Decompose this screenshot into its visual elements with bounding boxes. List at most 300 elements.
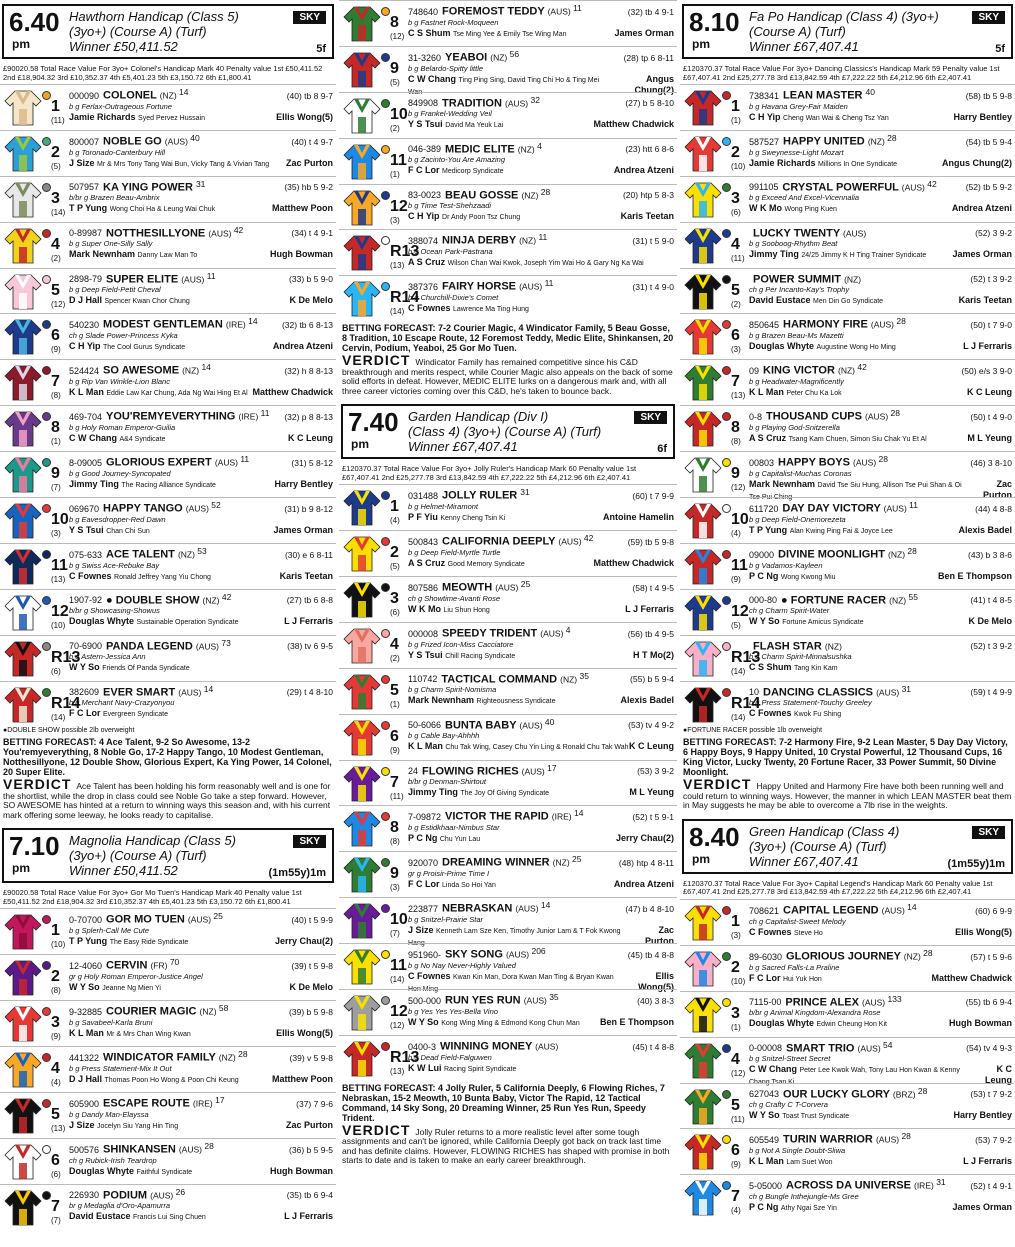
runner-name-wrap (749, 87, 875, 102)
horse-name[interactable]: FLOWING RICHES (422, 765, 522, 778)
pedigree: b g Helmet-Miramont (408, 501, 479, 511)
days-since-run: 14 (201, 362, 211, 373)
horse-name[interactable]: HAPPY TANGO (103, 502, 186, 515)
form-figures: 31-3260 (408, 52, 442, 63)
runner-line-3 (408, 741, 674, 753)
owner-name: Tsang Kam Chuen, Simon Siu Chak Yu Et Al (788, 435, 927, 443)
form-figures: 849908 (408, 98, 439, 109)
rating-age-weight: (47) b 4 8-10 (625, 903, 674, 914)
runner-line-3 (749, 433, 1012, 445)
owner-name: Ronald Jeffrey Yang Yiu Chong (114, 573, 211, 581)
jockey-silks-icon (683, 362, 723, 402)
horse-origin: (AUS) (843, 228, 867, 239)
draw: (10) (731, 976, 746, 986)
runner-line-3 (69, 1166, 333, 1178)
runner-name-wrap (408, 763, 557, 778)
days-since-run: 35 (579, 670, 589, 681)
runner-name-wrap (749, 546, 917, 561)
trainer-name: Zac Purton (285, 157, 333, 168)
horse-origin: (AUS) (883, 503, 910, 514)
jockey-name: P C Ng (408, 833, 440, 844)
runner-row (0, 589, 336, 635)
horse-name[interactable]: HAPPY UNITED (783, 135, 868, 148)
pedigree: ch g Showtime-Avanti Rose (408, 593, 500, 603)
runner-line-1 (749, 225, 1012, 240)
runner-name-wrap (749, 1086, 927, 1101)
runner-details (749, 546, 1012, 587)
horse-origin: (IRE) (238, 411, 261, 422)
horse-name[interactable]: ACROSS DA UNIVERSE (786, 1179, 914, 1192)
runner-details (69, 638, 333, 679)
runner-row (680, 1174, 1015, 1220)
tv-channel-badge: SKY (293, 11, 326, 24)
draw: (11) (731, 1114, 745, 1124)
runner-line-3 (749, 1202, 1012, 1214)
runner-row (680, 405, 1015, 451)
jockey-silks-icon (3, 546, 43, 586)
jockey-owner (408, 119, 503, 131)
runner-line-3 (408, 604, 674, 616)
saddle-number: 4 (51, 235, 60, 253)
verdict (339, 352, 677, 400)
runner-name-wrap (69, 316, 258, 331)
runners-list (0, 908, 336, 1229)
owner-name: Liu Shun Hong (443, 606, 490, 614)
jockey-name: Jimmy Ting (749, 249, 802, 260)
horse-name[interactable]: GOR MO TUEN (106, 914, 188, 927)
runner-name-wrap (408, 141, 542, 156)
jockey-silks-icon (342, 808, 382, 848)
horse-name[interactable]: SHINKANSEN (103, 1143, 179, 1156)
runner-name-wrap (69, 225, 243, 240)
runner-line-3 (749, 571, 1012, 583)
cap-colour-icon (722, 183, 731, 192)
horse-origin: (AUS) (181, 274, 207, 285)
days-since-run: 28 (204, 1140, 214, 1151)
runner-name-wrap (408, 808, 583, 823)
horse-name[interactable]: MODEST GENTLEMAN (103, 319, 226, 332)
runner-line-3 (408, 1017, 674, 1029)
rating-age-weight: (48) htp 4 8-11 (618, 858, 674, 869)
cap-colour-icon (722, 1090, 731, 1099)
runners-list (680, 84, 1015, 726)
runner-line-3 (69, 982, 333, 994)
jockey-name: J Size (69, 1119, 98, 1130)
draw: (4) (51, 1078, 61, 1088)
horse-name[interactable]: HARMONY FIRE (783, 319, 871, 332)
rating-age-weight: (52) t 5 9-1 (632, 812, 674, 823)
pedigree: br g Medaglia d'Oro-Apamurra (69, 1201, 171, 1211)
jockey-name: D J Hall (69, 1073, 105, 1084)
saddle-number: 3 (390, 590, 399, 608)
horse-origin: (AUS) (519, 282, 545, 292)
horse-name[interactable]: SKY SONG (445, 948, 506, 961)
jockey-silks-icon (3, 316, 43, 356)
runner-row (680, 635, 1015, 681)
horse-name[interactable]: SO AWESOME (103, 365, 183, 377)
form-figures: 748640 (408, 6, 439, 17)
trainer-name: Jerry Chau(2) (615, 833, 674, 844)
horse-name[interactable]: NINJA DERBY (442, 235, 520, 248)
runner-name-wrap (749, 1040, 893, 1055)
days-since-run: 14 (574, 808, 584, 819)
horse-origin: (NZ) (521, 190, 541, 201)
runner-row (0, 908, 336, 954)
runner-name-wrap (749, 362, 867, 377)
rating-age-weight: (46) 3 8-10 (970, 457, 1012, 468)
runner-line-1 (408, 671, 674, 686)
draw: (14) (390, 975, 405, 985)
horse-name[interactable]: FOREMOST TEDDY (442, 5, 548, 18)
jockey-silks-icon (3, 87, 43, 127)
jockey-silks-icon (683, 948, 723, 988)
days-since-run: 28 (238, 1049, 248, 1060)
pedigree: b g Dandy Man-Elayssa (69, 1109, 149, 1119)
rating-age-weight: (43) b 3 8-6 (968, 549, 1012, 560)
owner-name: The Joy Of Giving Syndicate (460, 790, 550, 798)
runner-details (408, 487, 674, 528)
days-since-run: 32 (530, 94, 540, 105)
horse-origin: (AUS) (178, 1144, 205, 1155)
jockey-name: C H Yip (69, 341, 104, 352)
horse-name[interactable]: CRYSTAL POWERFUL (782, 181, 902, 194)
horse-name[interactable]: KA YING POWER (103, 181, 196, 194)
pedigree: gr g Holy Roman Emperor-Justice Angel (69, 972, 203, 982)
jockey-name: D J Hall (69, 295, 105, 306)
horse-name[interactable]: YOU'REMYEVERYTHING (106, 410, 239, 423)
pedigree: b g Sweynesse-Light Mozart (749, 147, 844, 157)
horse-name[interactable]: FAIRY HORSE (442, 281, 520, 293)
runner-name-wrap (69, 911, 223, 926)
jockey-silks-icon (683, 592, 723, 632)
cap-colour-icon (381, 583, 390, 592)
horse-name[interactable]: SPEEDY TRIDENT (442, 627, 541, 640)
form-figures: 920070 (408, 858, 439, 869)
horse-name[interactable]: CALIFORNIA DEEPLY (442, 535, 559, 548)
draw: (13) (731, 391, 746, 401)
runner-line-3 (749, 616, 1012, 628)
jockey-silks-icon (683, 316, 723, 356)
form-figures: 046-389 (408, 144, 442, 155)
runner-line-3 (749, 708, 1012, 720)
pedigree: b g Press Statement-Mix It Out (69, 1063, 172, 1073)
race-distance: 6f (657, 443, 667, 456)
horse-name[interactable]: DANCING CLASSICS (763, 686, 877, 699)
runner-row (0, 268, 336, 314)
form-figures: 524424 (69, 366, 100, 376)
pedigree: b g Deep Field-Onemorezeta (749, 514, 846, 524)
runner-line-3 (408, 512, 674, 524)
horse-name[interactable]: POWER SUMMIT (753, 273, 845, 286)
runner-row (0, 1046, 336, 1092)
runner-name-wrap (408, 3, 582, 18)
horse-name[interactable]: BUNTA BABY (445, 719, 520, 732)
draw: (3) (731, 930, 741, 940)
saddle-number: R13 (731, 648, 761, 666)
pedigree: b g Yes Yes Yes-Bella Vino (408, 1006, 498, 1016)
horse-name[interactable]: SMART TRIO (786, 1042, 858, 1055)
pedigree: b g Frankel-Wedding Veil (408, 109, 492, 119)
verdict (339, 1121, 677, 1170)
runner-name-wrap (408, 946, 546, 961)
trainer-name: Ellis Wong(5) (276, 111, 333, 122)
runner-line-1 (69, 1095, 333, 1110)
runner-row (0, 543, 336, 589)
horse-name[interactable]: COURIER MAGIC (106, 1005, 200, 1018)
runner-details (69, 684, 333, 725)
horse-name[interactable]: CAPITAL LEGEND (783, 904, 882, 917)
runner-row (680, 84, 1015, 130)
horse-name[interactable]: DOUBLE SHOW (115, 594, 203, 607)
runner-line-1 (69, 408, 333, 423)
horse-name[interactable]: DIVINE MOONLIGHT (778, 548, 889, 561)
runner-row (0, 222, 336, 268)
horse-name[interactable]: THOUSAND CUPS (766, 410, 866, 423)
jockey-silks-icon (342, 95, 382, 135)
horse-name[interactable]: CERVIN (106, 960, 151, 973)
horse-origin: (AUS) (857, 1043, 884, 1054)
horse-name[interactable]: PRINCE ALEX (785, 996, 862, 1009)
runner-details (408, 533, 674, 574)
cap-colour-icon (722, 229, 731, 238)
cap-colour-icon (381, 629, 390, 638)
betting-forecast: BETTING FORECAST: 4 Ace Talent, 9-2 So Awesome, 13-2 You'remyeverything, 8 Noble Go, 17-2 Happy Tango, 10 Modest Gentleman, Notthesillyone, 12 Double Show, Glorious Expert, Ka Ying Power, 14 Colonel, 20 Super Elite. (3, 737, 332, 778)
runner-details (749, 454, 1012, 501)
runner-row (680, 991, 1015, 1037)
jockey-silks-icon (3, 1095, 43, 1135)
jockey-name: J Size (69, 157, 98, 168)
rating-age-weight: (20) htp 5 8-3 (622, 190, 674, 201)
horse-name[interactable]: ESCAPE ROUTE (103, 1097, 193, 1110)
runner-line-1 (69, 1187, 333, 1202)
draw: (7) (51, 1215, 61, 1225)
jockey-name: Mark Newnham (408, 695, 477, 706)
jockey-owner (749, 112, 889, 124)
horse-name[interactable]: TRADITION (442, 97, 505, 110)
saddle-number: 4 (51, 1060, 60, 1078)
cap-colour-icon (381, 53, 390, 62)
horse-name[interactable]: TURIN WARRIOR (783, 1134, 876, 1147)
horse-name[interactable]: WINDICATOR FAMILY (103, 1051, 219, 1064)
cap-colour-icon (42, 504, 51, 513)
saddle-number: 11 (51, 556, 68, 574)
runner-details (749, 948, 1012, 989)
rating-age-weight: (41) t 4 8-5 (970, 595, 1012, 606)
trainer-name: Jerry Chau(2) (274, 936, 333, 947)
form-figures: 24 (408, 766, 419, 777)
horse-name[interactable]: PODIUM (103, 1189, 151, 1202)
horse-name[interactable]: WINNING MONEY (440, 1040, 536, 1053)
owner-name: Edwin Cheung Hon Kit (816, 1021, 887, 1029)
form-figures: 8-09005 (69, 457, 103, 468)
runner-line-3 (749, 1110, 1012, 1122)
pedigree: b g Not A Single Doubt-Sliwa (749, 1146, 846, 1156)
horse-origin: (IRE) (551, 812, 574, 823)
owner-name: Mr & Mrs Tony Tang Wai Bun, Vicky Tang & Vivian Tang (97, 160, 270, 168)
runner-line-1 (408, 808, 674, 823)
horse-origin: (AUS) (558, 536, 584, 547)
form-figures: 500-000 (408, 995, 442, 1006)
cap-colour-icon (381, 721, 390, 730)
pedigree: b/br g Brazen Beau-Ambrix (69, 193, 160, 203)
days-since-run: 11 (260, 408, 270, 419)
cap-colour-icon (722, 550, 731, 559)
form-figures: 850645 (749, 320, 780, 331)
horse-origin: (AUS) (178, 687, 204, 698)
trainer-name: K C Leung (288, 432, 333, 443)
jockey-owner (408, 833, 480, 845)
runner-row (0, 1184, 336, 1230)
race-time-suffix: pm (692, 37, 710, 51)
runner-details (408, 232, 674, 273)
horse-name[interactable]: MEDIC ELITE (445, 143, 518, 156)
horse-name[interactable]: FLASH STAR (753, 640, 825, 653)
horse-name[interactable]: COLONEL (103, 89, 160, 102)
runner-line-3 (749, 662, 1012, 674)
horse-name[interactable]: MEOWTH (442, 581, 496, 594)
horse-name[interactable]: JOLLY RULER (442, 489, 521, 502)
runner-line-3 (749, 525, 1012, 537)
runner-name-wrap (69, 957, 179, 972)
jockey-silks-icon (342, 232, 382, 272)
horse-name[interactable]: NOTTHESILLYONE (106, 227, 209, 240)
trainer-name: K C Leung (985, 1064, 1012, 1086)
runner-row (339, 484, 677, 530)
jockey-silks-icon (342, 946, 382, 986)
horse-name[interactable]: YEABOI (445, 51, 491, 64)
horse-name[interactable]: OUR LUCKY GLORY (783, 1088, 893, 1101)
rating-age-weight: (59) t 4 9-9 (970, 687, 1012, 698)
horse-name[interactable]: GLORIOUS JOURNEY (786, 950, 904, 963)
cap-colour-icon (42, 1099, 51, 1108)
race-header (2, 4, 334, 59)
pedigree: b g Snitzel-Street Secret (749, 1054, 831, 1064)
horse-origin: (AUS) (547, 6, 574, 17)
horse-name[interactable]: FORTUNE RACER (790, 594, 890, 607)
saddle-number: 6 (51, 327, 60, 345)
column-2 (339, 0, 677, 1170)
saddle-number: 12 (390, 197, 408, 215)
jockey-name: P F Yiu (408, 511, 441, 522)
jockey-name: T P Yung (749, 524, 790, 535)
cap-colour-icon (722, 1044, 731, 1053)
race-time: 6.40 (9, 7, 60, 37)
horse-name[interactable]: GLORIOUS EXPERT (106, 456, 215, 469)
form-figures: 800007 (69, 136, 100, 147)
form-figures: 7115-00 (749, 997, 782, 1008)
race-time-suffix: pm (351, 437, 369, 452)
runner-row (0, 681, 336, 727)
horse-name[interactable]: BEAU GOSSE (445, 189, 522, 202)
jockey-owner (749, 927, 823, 939)
horse-origin: (AUS) (505, 98, 531, 109)
rating-age-weight: (50) t 7 9-0 (970, 320, 1012, 331)
runner-line-1 (408, 487, 674, 502)
verdict-label: VERDICT (3, 776, 77, 793)
runner-details (69, 179, 333, 220)
owner-name: Chu Tak Wing, Casey Chu Yin Ling & Ronald Chu Tak Wah (445, 744, 629, 752)
horse-origin: (NZ) (490, 52, 510, 63)
rating-age-weight: (32) h 8 8-13 (284, 366, 333, 376)
horse-name[interactable]: DAY DAY VICTORY (782, 502, 884, 515)
saddle-number: 10 (390, 911, 408, 929)
saddle-number: 11 (390, 151, 407, 169)
runner-line-1 (69, 87, 333, 102)
pedigree: b g Press Statement-Touchy Greeley (749, 698, 872, 708)
jockey-silks-icon (3, 684, 43, 724)
days-since-run: 35 (549, 992, 559, 1003)
jockey-owner (749, 295, 883, 307)
horse-name[interactable]: NEBRASKAN (442, 902, 516, 915)
runner-details (69, 911, 333, 952)
jockey-owner (408, 558, 525, 570)
jockey-name: W Y So (69, 662, 103, 673)
owner-name: Lam Suet Won (786, 1159, 833, 1167)
form-figures: 00803 (749, 457, 775, 468)
horse-origin: (AUS) (875, 1135, 902, 1146)
days-since-run: 31 (936, 1177, 946, 1188)
race-distance: (1m55y)1m (947, 857, 1005, 870)
horse-name[interactable]: LUCKY TWENTY (753, 227, 844, 240)
saddle-number: 4 (390, 635, 399, 653)
saddle-number: 4 (731, 235, 740, 253)
runner-row (0, 1000, 336, 1046)
jockey-name: F C Lor (69, 708, 103, 719)
horse-name[interactable]: SUPER ELITE (106, 273, 182, 286)
draw: (14) (731, 712, 746, 722)
horse-name[interactable]: TACTICAL COMMAND (441, 673, 561, 686)
horse-name[interactable]: RUN YES RUN (445, 994, 524, 1007)
race-header (341, 404, 675, 459)
horse-name[interactable]: EVER SMART (103, 686, 179, 699)
horse-name[interactable]: HAPPY BOYS (778, 456, 854, 469)
jockey-owner (749, 341, 896, 353)
race-title: Garden Handicap (Div I) (408, 409, 549, 425)
horse-name[interactable]: NOBLE GO (103, 135, 165, 148)
rating-age-weight: (52) 3 9-2 (975, 228, 1012, 239)
saddle-number: 1 (51, 98, 60, 115)
horse-name[interactable]: DREAMING WINNER (442, 857, 553, 870)
trainer-name: L J Ferraris (963, 1156, 1012, 1167)
horse-name[interactable]: KING VICTOR (763, 365, 838, 377)
saddle-number: 9 (390, 59, 399, 77)
runner-line-3 (69, 936, 333, 948)
runner-row (339, 851, 677, 897)
horse-name[interactable]: VICTOR THE RAPID (445, 811, 552, 824)
horse-name[interactable]: ACE TALENT (106, 548, 178, 561)
runner-line-1 (408, 717, 674, 732)
saddle-number: R14 (731, 694, 761, 712)
runner-line-3 (408, 833, 674, 845)
rating-age-weight: (55) b 5 9-4 (630, 674, 674, 685)
horse-origin: (NZ) (560, 674, 580, 685)
horse-name[interactable]: PANDA LEGEND (106, 640, 196, 653)
runner-name-wrap (69, 179, 205, 194)
days-since-run: 52 (211, 500, 221, 511)
runner-line-1 (69, 1141, 333, 1156)
runner-line-3 (749, 341, 1012, 353)
days-since-run: 14 (540, 900, 551, 911)
jockey-owner (69, 1211, 206, 1223)
saddle-number: R13 (390, 1048, 420, 1066)
horse-origin: (NZ) (199, 1006, 219, 1017)
pedigree: b/br g Animal Kingdom-Alexandra Rose (749, 1008, 881, 1018)
race-header (682, 4, 1013, 59)
jockey-silks-icon (3, 454, 43, 494)
runner-name-wrap (749, 179, 937, 194)
runner-details (408, 763, 674, 804)
horse-name[interactable]: LEAN MASTER (783, 89, 866, 102)
